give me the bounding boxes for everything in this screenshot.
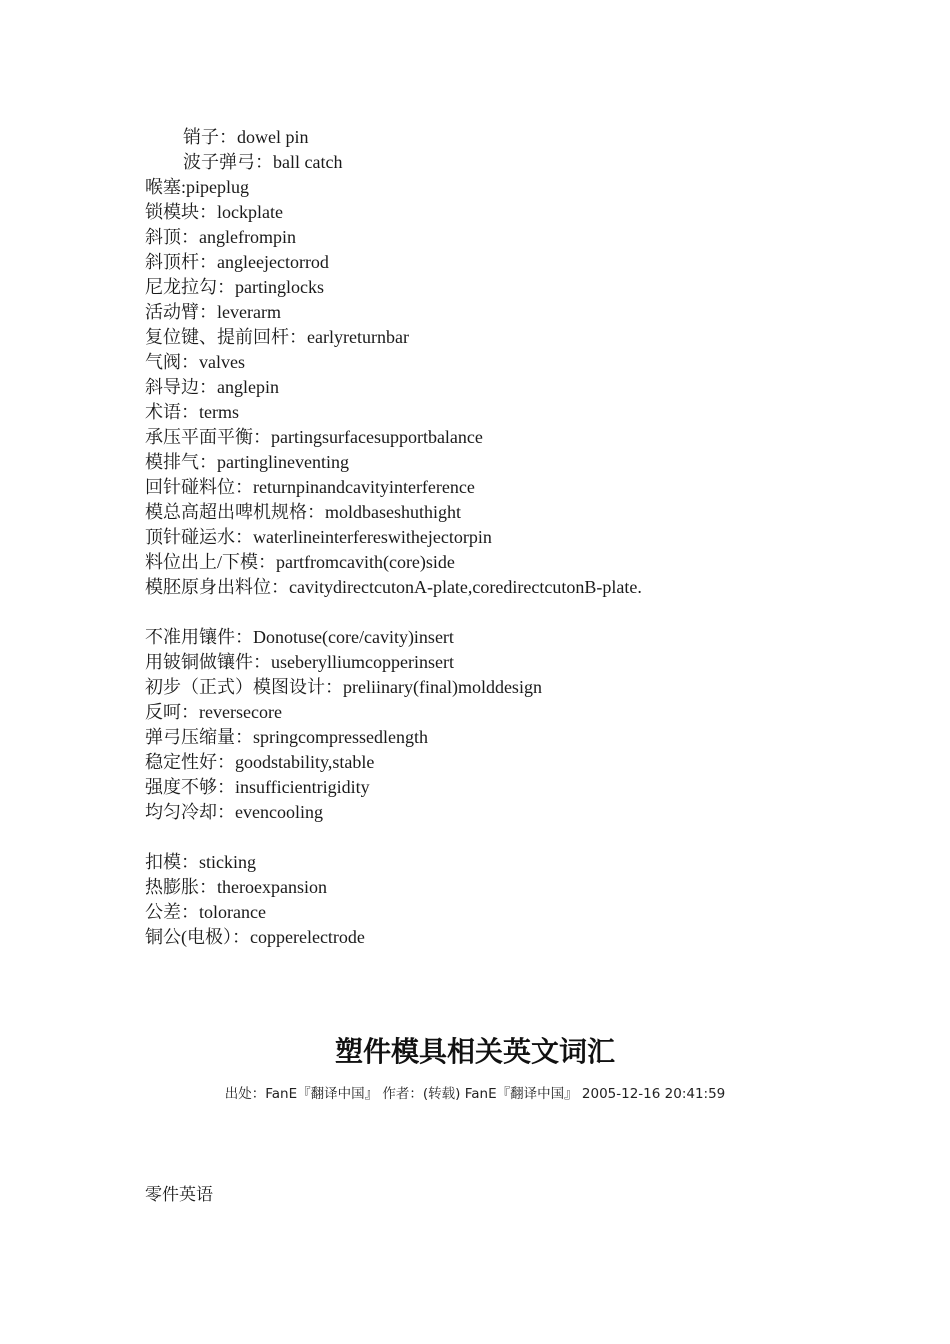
section-heading: 零件英语 [145, 1185, 213, 1204]
glossary-entry: 料位出上/下模：partfromcavith(core)side [145, 552, 455, 572]
glossary-entry: 模胚原身出料位：cavitydirectcutonA-plate,coredirectcutonB-plate. [145, 577, 642, 597]
glossary-entry: 铜公(电极）：copperelectrode [145, 927, 365, 947]
glossary-entry: 术语：terms [145, 402, 239, 422]
glossary-entry: 波子弹弓：ball catch [183, 152, 343, 172]
glossary-entry: 用铍铜做镶件：useberylliumcopperinsert [145, 652, 454, 672]
glossary-entry: 斜顶：anglefrompin [145, 227, 296, 247]
glossary-entry: 初步（正式）模图设计：preliinary(final)molddesign [145, 677, 542, 697]
glossary-entry: 不准用镶件：Donotuse(core/cavity)insert [145, 627, 454, 647]
blank-line [145, 825, 845, 850]
article-meta: 出处：FanE『翻译中国』 作者：(转载) FanE『翻译中国』 2005-12-16 20:41:59 [224, 1086, 726, 1102]
glossary-entry: 锁模块：lockplate [145, 202, 283, 222]
glossary-entry: 顶针碰运水：waterlineinterfereswithejectorpin [145, 527, 492, 547]
glossary-entry: 扣模：sticking [145, 852, 256, 872]
glossary-entry: 回针碰料位：returnpinandcavityinterference [145, 477, 475, 497]
glossary-entry: 活动臂：leverarm [145, 302, 281, 322]
glossary-entry: 销子：dowel pin [183, 127, 309, 147]
glossary-entry: 均匀冷却：evencooling [145, 802, 323, 822]
glossary-entry: 斜顶杆：angleejectorrod [145, 252, 329, 272]
glossary-entry: 斜导边：anglepin [145, 377, 279, 397]
glossary-entry: 复位键、提前回杆：earlyreturnbar [145, 327, 409, 347]
glossary-entry: 气阀：valves [145, 352, 245, 372]
glossary-entry: 反呵：reversecore [145, 702, 282, 722]
glossary-entry: 强度不够：insufficientrigidity [145, 777, 370, 797]
article-title: 塑件模具相关英文词汇 [334, 1035, 615, 1068]
glossary-entry: 热膨胀：theroexpansion [145, 877, 327, 897]
glossary-entry: 弹弓压缩量：springcompressedlength [145, 727, 428, 747]
glossary-entry: 模排气：partinglineventing [145, 452, 349, 472]
blank-line [145, 600, 845, 625]
glossary-entry: 稳定性好：goodstability,stable [145, 752, 375, 772]
glossary-entry: 尼龙拉勾：partinglocks [145, 277, 324, 297]
glossary-entry: 喉塞:pipeplug [145, 177, 249, 197]
glossary-entry: 公差：tolorance [145, 902, 266, 922]
glossary-entry: 模总高超出啤机规格：moldbaseshuthight [145, 502, 461, 522]
glossary-list [145, 125, 845, 950]
glossary-entry: 承压平面平衡：partingsurfacesupportbalance [145, 427, 483, 447]
